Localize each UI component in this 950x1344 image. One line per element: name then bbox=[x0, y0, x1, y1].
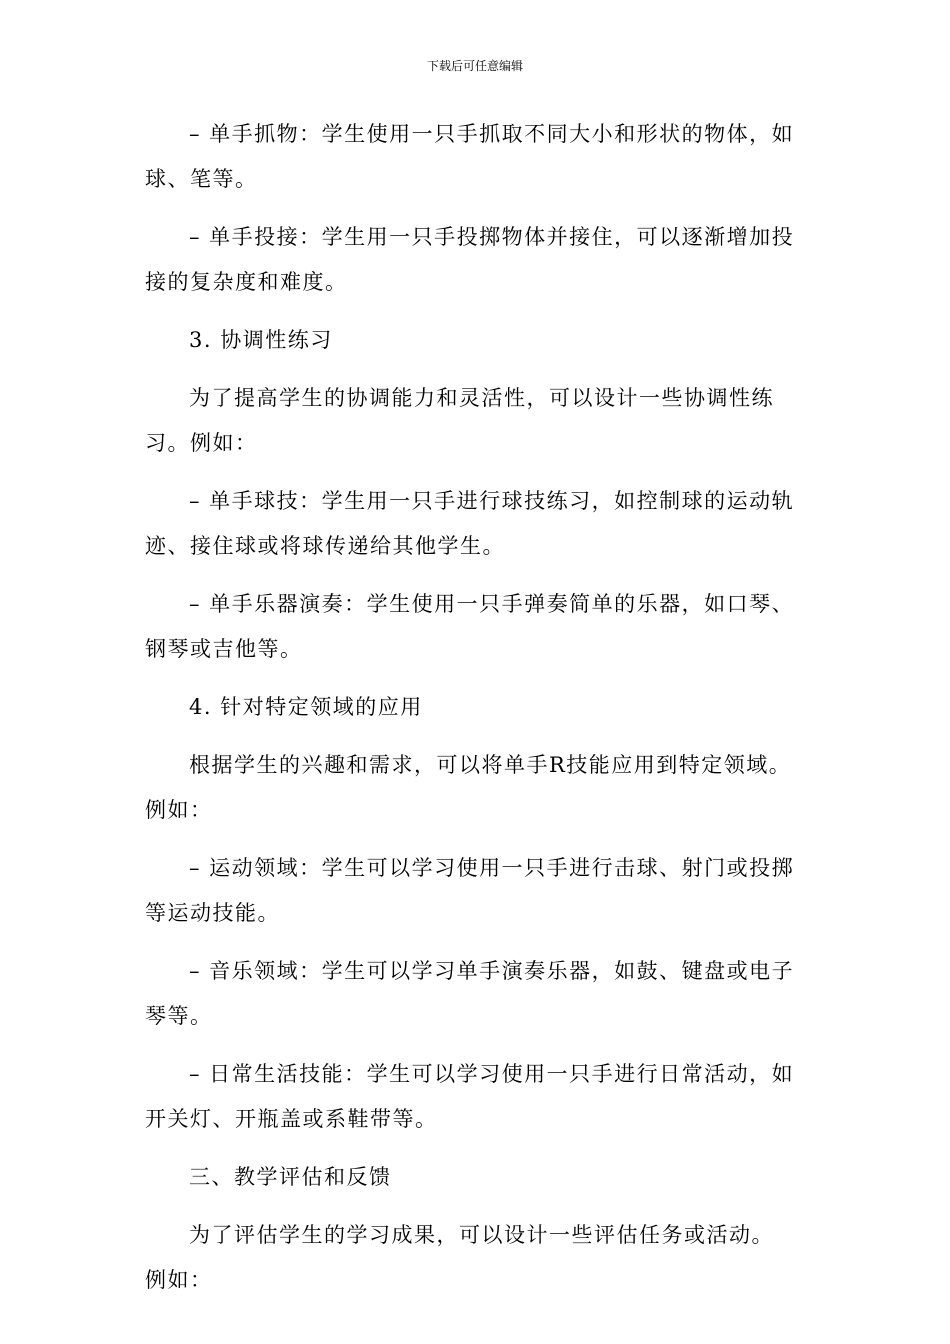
heading-domain-application: 4. 针对特定领域的应用 bbox=[189, 695, 423, 719]
paragraph-single-hand-grab: – 单手抓物：学生使用一只手抓取不同大小和形状的物体，如球、笔等。 bbox=[145, 122, 795, 191]
paragraph-evaluation-intro: 为了评估学生的学习成果，可以设计一些评估任务或活动。例如： bbox=[145, 1223, 774, 1292]
paragraph-single-hand-throw-catch: – 单手投接：学生用一只手投掷物体并接住，可以逐渐增加投接的复杂度和难度。 bbox=[145, 225, 795, 294]
paragraph-coordination-intro: 为了提高学生的协调能力和灵活性，可以设计一些协调性练习。例如： bbox=[145, 386, 774, 455]
page-header-note: 下载后可任意编辑 bbox=[426, 59, 523, 73]
paragraph-single-hand-ball-skills: – 单手球技：学生用一只手进行球技练习，如控制球的运动轨迹、接住球或将球传递给其他学生。 bbox=[145, 489, 795, 558]
heading-coordination-practice: 3. 协调性练习 bbox=[189, 328, 333, 352]
paragraph-sports-domain: – 运动领域：学生可以学习使用一只手进行击球、射门或投掷等运动技能。 bbox=[145, 856, 795, 925]
paragraph-domain-intro: 根据学生的兴趣和需求，可以将单手R技能应用到特定领域。例如： bbox=[145, 753, 792, 822]
paragraph-music-domain: – 音乐领域：学生可以学习单手演奏乐器，如鼓、键盘或电子琴等。 bbox=[145, 959, 795, 1028]
paragraph-single-hand-instrument: – 单手乐器演奏：学生使用一只手弹奏简单的乐器，如口琴、钢琴或吉他等。 bbox=[145, 592, 795, 661]
paragraph-daily-life-skills: – 日常生活技能：学生可以学习使用一只手进行日常活动，如开关灯、开瓶盖或系鞋带等。 bbox=[145, 1062, 795, 1131]
document-body bbox=[145, 112, 795, 1316]
heading-teaching-evaluation: 三、教学评估和反馈 bbox=[189, 1165, 392, 1189]
